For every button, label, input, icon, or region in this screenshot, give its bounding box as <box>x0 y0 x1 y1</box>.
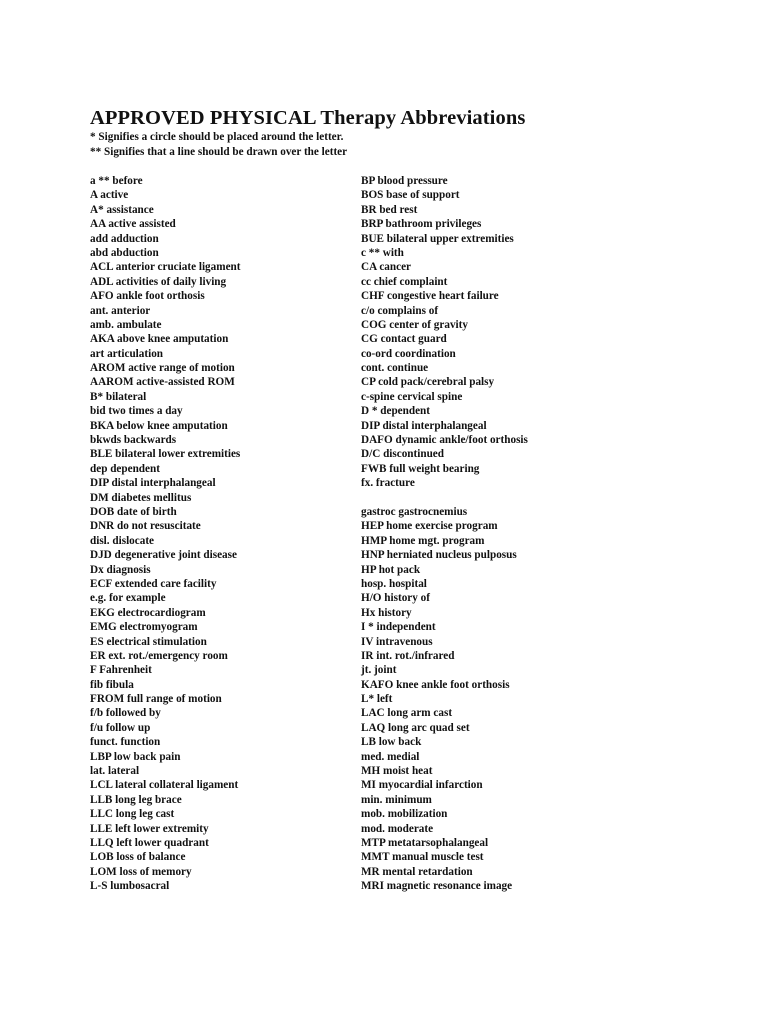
abbreviation-entry: KAFO knee ankle foot orthosis <box>361 678 510 691</box>
abbreviation-entry: abd abduction <box>90 246 159 259</box>
abbreviation-entry: BRP bathroom privileges <box>361 218 482 231</box>
abbreviation-entry: FWB full weight bearing <box>361 462 480 475</box>
abbreviation-entry: DJD degenerative joint disease <box>90 549 237 562</box>
abbreviation-entry: CP cold pack/cerebral palsy <box>361 376 495 389</box>
abbreviation-entry: ADL activities of daily living <box>90 275 227 288</box>
abbreviation-entry: D * dependent <box>361 405 430 418</box>
abbreviation-entry: bid two times a day <box>90 405 183 418</box>
abbreviation-entry: hosp. hospital <box>361 577 427 590</box>
abbreviation-entry: MRI magnetic resonance image <box>361 880 513 893</box>
abbreviation-entry: DAFO dynamic ankle/foot orthosis <box>361 434 528 447</box>
page-title: APPROVED PHYSICAL Therapy Abbreviations <box>90 107 526 129</box>
abbreviation-entry: HMP home mgt. program <box>361 534 485 547</box>
abbreviation-entry: gastroc gastrocnemius <box>361 505 468 518</box>
abbreviation-entry: CHF congestive heart failure <box>361 290 499 303</box>
abbreviation-entry: HEP home exercise program <box>361 520 498 533</box>
abbreviation-entry: AROM active range of motion <box>90 362 235 375</box>
abbreviation-entry: LCL lateral collateral ligament <box>90 779 239 792</box>
abbreviation-entry: cont. continue <box>361 362 429 375</box>
abbreviation-column-right <box>361 174 641 894</box>
abbreviation-entry: LB low back <box>361 736 422 749</box>
abbreviation-entry: AFO ankle foot orthosis <box>90 290 205 303</box>
abbreviation-entry: COG center of gravity <box>361 318 468 331</box>
abbreviation-entry: DOB date of birth <box>90 505 177 518</box>
abbreviation-entry: L-S lumbosacral <box>90 880 170 893</box>
abbreviation-entry: I * independent <box>361 621 436 634</box>
abbreviation-entry: LLC long leg cast <box>90 808 175 821</box>
abbreviation-entry: c/o complains of <box>361 304 439 317</box>
abbreviation-entry: AKA above knee amputation <box>90 333 229 346</box>
abbreviation-entry: ER ext. rot./emergency room <box>90 649 228 662</box>
abbreviation-entry: BOS base of support <box>361 189 460 202</box>
abbreviation-entry: f/b followed by <box>90 707 161 720</box>
abbreviation-entry: LBP low back pain <box>90 750 181 763</box>
abbreviation-entry: DIP distal interphalangeal <box>90 477 216 490</box>
abbreviation-entry: fx. fracture <box>361 477 415 490</box>
abbreviation-entry: B* bilateral <box>90 390 147 403</box>
abbreviation-entry: IV intravenous <box>361 635 433 648</box>
abbreviation-entry: cc chief complaint <box>361 275 448 288</box>
abbreviation-entry: funct. function <box>90 736 161 749</box>
abbreviation-entry: LAQ long arc quad set <box>361 721 470 734</box>
abbreviation-entry: EKG electrocardiogram <box>90 606 206 619</box>
abbreviation-entry: dep dependent <box>90 462 160 475</box>
abbreviation-entry: LLE left lower extremity <box>90 822 209 835</box>
abbreviation-entry: c ** with <box>361 246 404 259</box>
abbreviation-entry: med. medial <box>361 750 420 763</box>
section-gap <box>361 491 641 505</box>
abbreviation-entry: mod. moderate <box>361 822 434 835</box>
abbreviation-entry: BP blood pressure <box>361 175 448 187</box>
abbreviation-entry: MMT manual muscle test <box>361 851 484 864</box>
abbreviation-entry: IR int. rot./infrared <box>361 649 455 662</box>
abbreviation-entry: F Fahrenheit <box>90 664 152 677</box>
abbreviation-entry: a ** before <box>90 175 143 187</box>
abbreviation-entry: add adduction <box>90 232 159 245</box>
abbreviation-entry: fib fibula <box>90 678 134 691</box>
abbreviation-entry: min. minimum <box>361 793 432 806</box>
abbreviation-entry: MI myocardial infarction <box>361 779 483 792</box>
abbreviation-entry: art articulation <box>90 347 164 360</box>
abbreviation-entry: LOM loss of memory <box>90 865 192 878</box>
abbreviation-entry: bkwds backwards <box>90 434 177 447</box>
abbreviation-entry: DM diabetes mellitus <box>90 491 192 504</box>
notes-block <box>90 130 347 159</box>
abbreviation-entry: Dx diagnosis <box>90 563 151 576</box>
abbreviation-entry: amb. ambulate <box>90 318 162 331</box>
abbreviation-entry: jt. joint <box>361 664 397 677</box>
abbreviation-entry: lat. lateral <box>90 765 140 778</box>
abbreviation-entry: Hx history <box>361 606 412 619</box>
abbreviation-entry: c-spine cervical spine <box>361 390 463 403</box>
abbreviation-entry: LLB long leg brace <box>90 793 182 806</box>
abbreviation-entry: FROM full range of motion <box>90 693 222 706</box>
abbreviation-entry: CA cancer <box>361 261 412 274</box>
note-circle: * Signifies a circle should be placed around the letter. <box>90 131 344 143</box>
abbreviation-entry: e.g. for example <box>90 592 166 605</box>
abbreviation-entry: L* left <box>361 693 393 706</box>
abbreviation-entry: LAC long arm cast <box>361 707 453 720</box>
abbreviation-entry: CG contact guard <box>361 333 447 346</box>
abbreviation-entry: BLE bilateral lower extremities <box>90 448 241 461</box>
abbreviation-entry: H/O history of <box>361 592 430 605</box>
note-line: ** Signifies that a line should be drawn over the letter <box>90 145 348 158</box>
abbreviation-entry: HP hot pack <box>361 563 421 576</box>
abbreviation-entry: disl. dislocate <box>90 534 155 547</box>
abbreviation-entry: D/C discontinued <box>361 448 444 461</box>
abbreviation-entry: BKA below knee amputation <box>90 419 228 432</box>
abbreviation-entry: ant. anterior <box>90 304 151 317</box>
abbreviation-entry: DNR do not resuscitate <box>90 520 201 533</box>
abbreviation-entry: ES electrical stimulation <box>90 635 207 648</box>
abbreviation-entry: BUE bilateral upper extremities <box>361 232 514 245</box>
abbreviation-entry: ECF extended care facility <box>90 577 217 590</box>
abbreviation-entry: AA active assisted <box>90 218 176 231</box>
abbreviation-entry: A* assistance <box>90 203 154 216</box>
abbreviation-entry: LOB loss of balance <box>90 851 186 864</box>
abbreviation-entry: co-ord coordination <box>361 347 456 360</box>
abbreviation-entry: f/u follow up <box>90 721 151 734</box>
abbreviation-entry: MR mental retardation <box>361 865 473 878</box>
abbreviation-entry: HNP herniated nucleus pulposus <box>361 549 517 562</box>
abbreviation-entry: A active <box>90 189 129 202</box>
abbreviation-entry: EMG electromyogram <box>90 621 198 634</box>
abbreviation-column-left <box>90 174 370 894</box>
abbreviation-entry: AAROM active-assisted ROM <box>90 376 235 389</box>
abbreviation-entry: BR bed rest <box>361 203 418 216</box>
abbreviation-entry: mob. mobilization <box>361 808 448 821</box>
abbreviation-entry: ACL anterior cruciate ligament <box>90 261 241 274</box>
abbreviation-entry: DIP distal interphalangeal <box>361 419 487 432</box>
abbreviation-entry: MTP metatarsophalangeal <box>361 836 489 849</box>
abbreviation-entry: MH moist heat <box>361 765 433 778</box>
abbreviation-entry: LLQ left lower quadrant <box>90 836 209 849</box>
